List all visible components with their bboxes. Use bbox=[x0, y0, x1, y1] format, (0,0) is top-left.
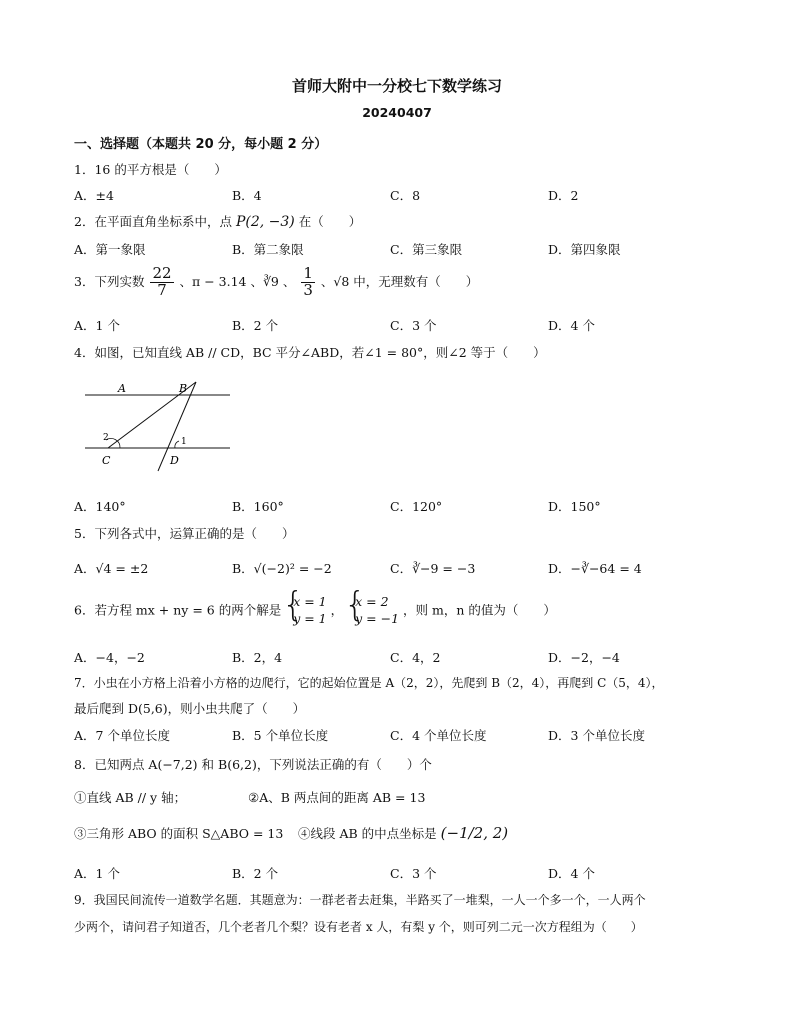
label-c: C bbox=[102, 454, 111, 467]
q8-statement-2: ②A、B 两点间的距离 AB = 13 bbox=[248, 790, 426, 805]
q3-option-b: B．2 个 bbox=[232, 318, 279, 333]
label-angle-2: 2 bbox=[103, 433, 109, 443]
q5-option-c: C．∛−9 = −3 bbox=[390, 561, 476, 576]
question-1-stem: 1．16 的平方根是（ ） bbox=[74, 162, 227, 177]
q5-option-d: D．−∛−64 = 4 bbox=[548, 561, 642, 576]
q3-option-a: A．1 个 bbox=[74, 318, 120, 333]
q3-option-c: C．3 个 bbox=[390, 318, 437, 333]
q6-solution-2 bbox=[347, 594, 399, 628]
question-9-line-1: 9．我国民间流传一道数学名题．其题意为：一群老者去赶集，半路买了一堆梨，一人一个多一个，一人两个 bbox=[74, 893, 646, 907]
q4-option-c: C．120° bbox=[390, 499, 443, 514]
system-row: { x = 2 bbox=[355, 594, 389, 609]
question-2-stem bbox=[74, 212, 361, 230]
question-6-stem bbox=[74, 594, 556, 628]
q6-stem-prefix: 6．若方程 mx + ny = 6 的两个解是 bbox=[74, 602, 282, 618]
section-heading: 一、选择题（本题共 20 分，每小题 2 分） bbox=[74, 137, 328, 152]
q6-stem-suffix: ，则 m，n 的值为（ ） bbox=[403, 602, 556, 618]
q3-fraction-22-7 bbox=[150, 266, 173, 299]
q3-stem-prefix: 3．下列实数 bbox=[74, 273, 145, 289]
q2-option-b: B．第二象限 bbox=[232, 242, 304, 257]
parallel-lines-figure bbox=[80, 376, 240, 472]
q8-statement-1: ①直线 AB // y 轴； bbox=[74, 790, 187, 805]
fraction-numerator: 22 bbox=[152, 264, 172, 282]
q8-statement-4-text: ④线段 AB 的中点坐标是 bbox=[298, 826, 437, 841]
system-row: y = −1 bbox=[355, 610, 400, 626]
q7-option-a: A．7 个单位长度 bbox=[74, 728, 170, 743]
system-row: y = 1 bbox=[293, 610, 327, 626]
q6-separator: ， bbox=[330, 602, 344, 618]
q2-stem-suffix: 在（ ） bbox=[298, 214, 362, 229]
question-7-line-2: 最后爬到 D(5,6)，则小虫共爬了（ ） bbox=[74, 701, 306, 716]
label-angle-1: 1 bbox=[181, 437, 187, 447]
q6-option-d: D．−2，−4 bbox=[548, 650, 620, 665]
q2-stem-prefix: 2．在平面直角坐标系中，点 bbox=[74, 214, 232, 229]
q8-option-d: D．4 个 bbox=[548, 866, 595, 881]
question-5-stem: 5．下列各式中，运算正确的是（ ） bbox=[74, 526, 295, 541]
label-a: A bbox=[118, 382, 126, 395]
q2-option-c: C．第三象限 bbox=[390, 242, 463, 257]
system-row: { x = 1 bbox=[293, 594, 327, 609]
q6-option-a: A．−4，−2 bbox=[74, 650, 145, 665]
q1-option-a: A．±4 bbox=[74, 188, 114, 203]
page-date: 20240407 bbox=[362, 105, 432, 120]
q8-statement-4 bbox=[298, 824, 508, 842]
page-title: 首师大附中一分校七下数学练习 bbox=[291, 77, 502, 95]
label-b: B bbox=[179, 382, 188, 395]
q2-option-a: A．第一象限 bbox=[74, 242, 146, 257]
fraction-numerator: 1 bbox=[303, 264, 313, 282]
q2-option-d: D．第四象限 bbox=[548, 242, 621, 257]
q3-stem-suffix: 、√8 中，无理数有（ ） bbox=[320, 273, 479, 289]
q4-option-a: A．140° bbox=[74, 499, 126, 514]
fraction-denominator: 3 bbox=[303, 280, 313, 299]
q8-midpoint-value: (−1/2, 2) bbox=[440, 824, 509, 842]
q8-statement-3: ③三角形 ABO 的面积 S△ABO = 13 bbox=[74, 826, 284, 841]
angle-1-arc bbox=[175, 441, 179, 448]
q3-option-d: D．4 个 bbox=[548, 318, 595, 333]
q6-solution-1 bbox=[285, 594, 326, 628]
label-d: D bbox=[170, 454, 179, 467]
q5-option-b: B．√(−2)² = −2 bbox=[232, 561, 332, 576]
q4-option-b: B．160° bbox=[232, 499, 284, 514]
q3-fraction-1-3 bbox=[301, 266, 315, 299]
question-4-stem: 4．如图，已知直线 AB // CD，BC 平分∠ABD，若∠1 = 80°，则∠2 等于（ ） bbox=[74, 345, 546, 360]
q1-option-d: D．2 bbox=[548, 188, 579, 203]
question-7-line-1: 7．小虫在小方格上沿着小方格的边爬行，它的起始位置是 A（2，2），先爬到 B（2，4），再爬到 C（5，4）， bbox=[74, 676, 664, 690]
q6-option-c: C．4，2 bbox=[390, 650, 441, 665]
q8-option-b: B．2 个 bbox=[232, 866, 279, 881]
q7-option-c: C．4 个单位长度 bbox=[390, 728, 487, 743]
question-9-line-2: 少两个，请问君子知道否，几个老者几个梨？设有老者 x 人，有梨 y 个，则可列二元一次方程组为（ ） bbox=[74, 920, 643, 934]
q3-stem-middle: 、π − 3.14 、∛9 、 bbox=[179, 273, 296, 289]
question-3-stem bbox=[74, 266, 478, 299]
q7-option-d: D．3 个单位长度 bbox=[548, 728, 645, 743]
question-8-stem: 8．已知两点 A(−7,2) 和 B(6,2)，下列说法正确的有（ ）个 bbox=[74, 757, 432, 772]
q6-option-b: B．2，4 bbox=[232, 650, 283, 665]
fraction-denominator: 7 bbox=[157, 280, 167, 299]
q7-option-b: B．5 个单位长度 bbox=[232, 728, 329, 743]
q1-option-c: C．8 bbox=[390, 188, 421, 203]
q8-option-a: A．1 个 bbox=[74, 866, 120, 881]
q4-option-d: D．150° bbox=[548, 499, 601, 514]
q1-option-b: B．4 bbox=[232, 188, 262, 203]
q5-option-a: A．√4 = ±2 bbox=[74, 561, 149, 576]
q2-point: P(2, −3) bbox=[235, 214, 295, 230]
q8-option-c: C．3 个 bbox=[390, 866, 437, 881]
